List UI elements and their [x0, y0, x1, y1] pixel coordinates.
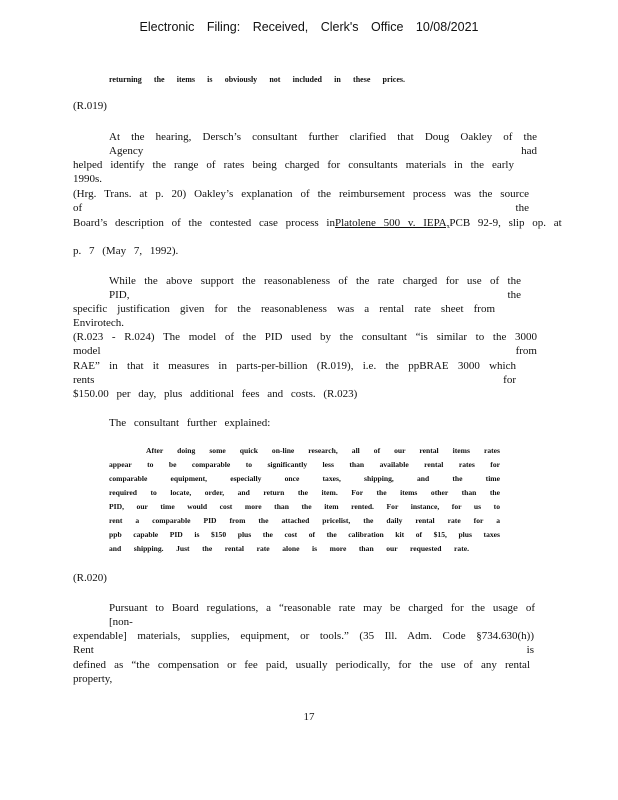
filing-header: Electronic Filing: Received, Clerk's Office 10/08/2021: [139, 20, 479, 34]
para1-line2: helped identify the range of rates being charged for consultants materials in the early 1990s.: [73, 159, 514, 185]
para1-line1: At the hearing, Dersch’s consultant further clarified that Doug Oakley of the Agency had: [109, 131, 537, 157]
page-number: 17: [303, 711, 315, 723]
top-fragment: returning the items is obviously not included in these prices.: [109, 75, 405, 84]
quote-line-7: ppb capable PID is $150 plus the cost of the calibration kit of $15, plus taxes: [109, 530, 500, 539]
quote-line-1: After doing some quick on-line research, all of our rental items rates: [146, 446, 500, 455]
para4-line3: defined as “the compensation or fee paid, usually periodically, for the use of any rental property,: [73, 659, 530, 685]
quote-line-3: comparable equipment, especially once taxes, shipping, and the time: [109, 474, 500, 483]
para1-line4: [73, 216, 562, 230]
para1-line4-tail: PCB 92-9, slip op. at: [449, 217, 562, 229]
case-citation-platolene: Platolene 500 v. IEPA,: [334, 217, 450, 229]
para1-line4-text: Board’s description of the contested case process in: [73, 217, 335, 229]
para2-line4: RAE” in that it measures in parts-per-billion (R.019), i.e. the ppBRAE 3000 which rents for: [73, 360, 516, 386]
para3-intro: The consultant further explained:: [109, 417, 271, 429]
quote-line-8: and shipping. Just the rental rate alone is more than our requested rate.: [109, 544, 469, 553]
quote-line-5: PID, our time would cost more than the item rented. For instance, for us to: [109, 502, 500, 511]
para1-line5: p. 7 (May 7, 1992).: [73, 245, 179, 257]
para2-line2: specific justification given for the reasonableness was a rental rate sheet from Envirotech.: [73, 303, 495, 329]
citation-r019: (R.019): [73, 100, 107, 112]
quote-line-4: required to locate, order, and return the item. For the items other than the: [109, 488, 500, 497]
quote-line-6: rent a comparable PID from the attached pricelist, the daily rental rate for a: [109, 516, 500, 525]
citation-r020: (R.020): [73, 572, 107, 584]
quote-line-2: appear to be comparable to significantly less than available rental rates for: [109, 460, 500, 469]
para4-line1: Pursuant to Board regulations, a “reasonable rate may be charged for the usage of [non-: [109, 602, 535, 628]
para1-line3: (Hrg. Trans. at p. 20) Oakley’s explanation of the reimbursement process was the source of the: [73, 188, 529, 214]
para4-line2: expendable] materials, supplies, equipment, or tools.” (35 Ill. Adm. Code §734.630(h)) Rent is: [73, 630, 534, 656]
para2-line3: (R.023 - R.024) The model of the PID used by the consultant “is similar to the 3000 model from: [73, 331, 537, 357]
para2-line5: $150.00 per day, plus additional fees and costs. (R.023): [73, 388, 358, 400]
para2-line1: While the above support the reasonableness of the rate charged for use of the PID, the: [109, 275, 521, 301]
